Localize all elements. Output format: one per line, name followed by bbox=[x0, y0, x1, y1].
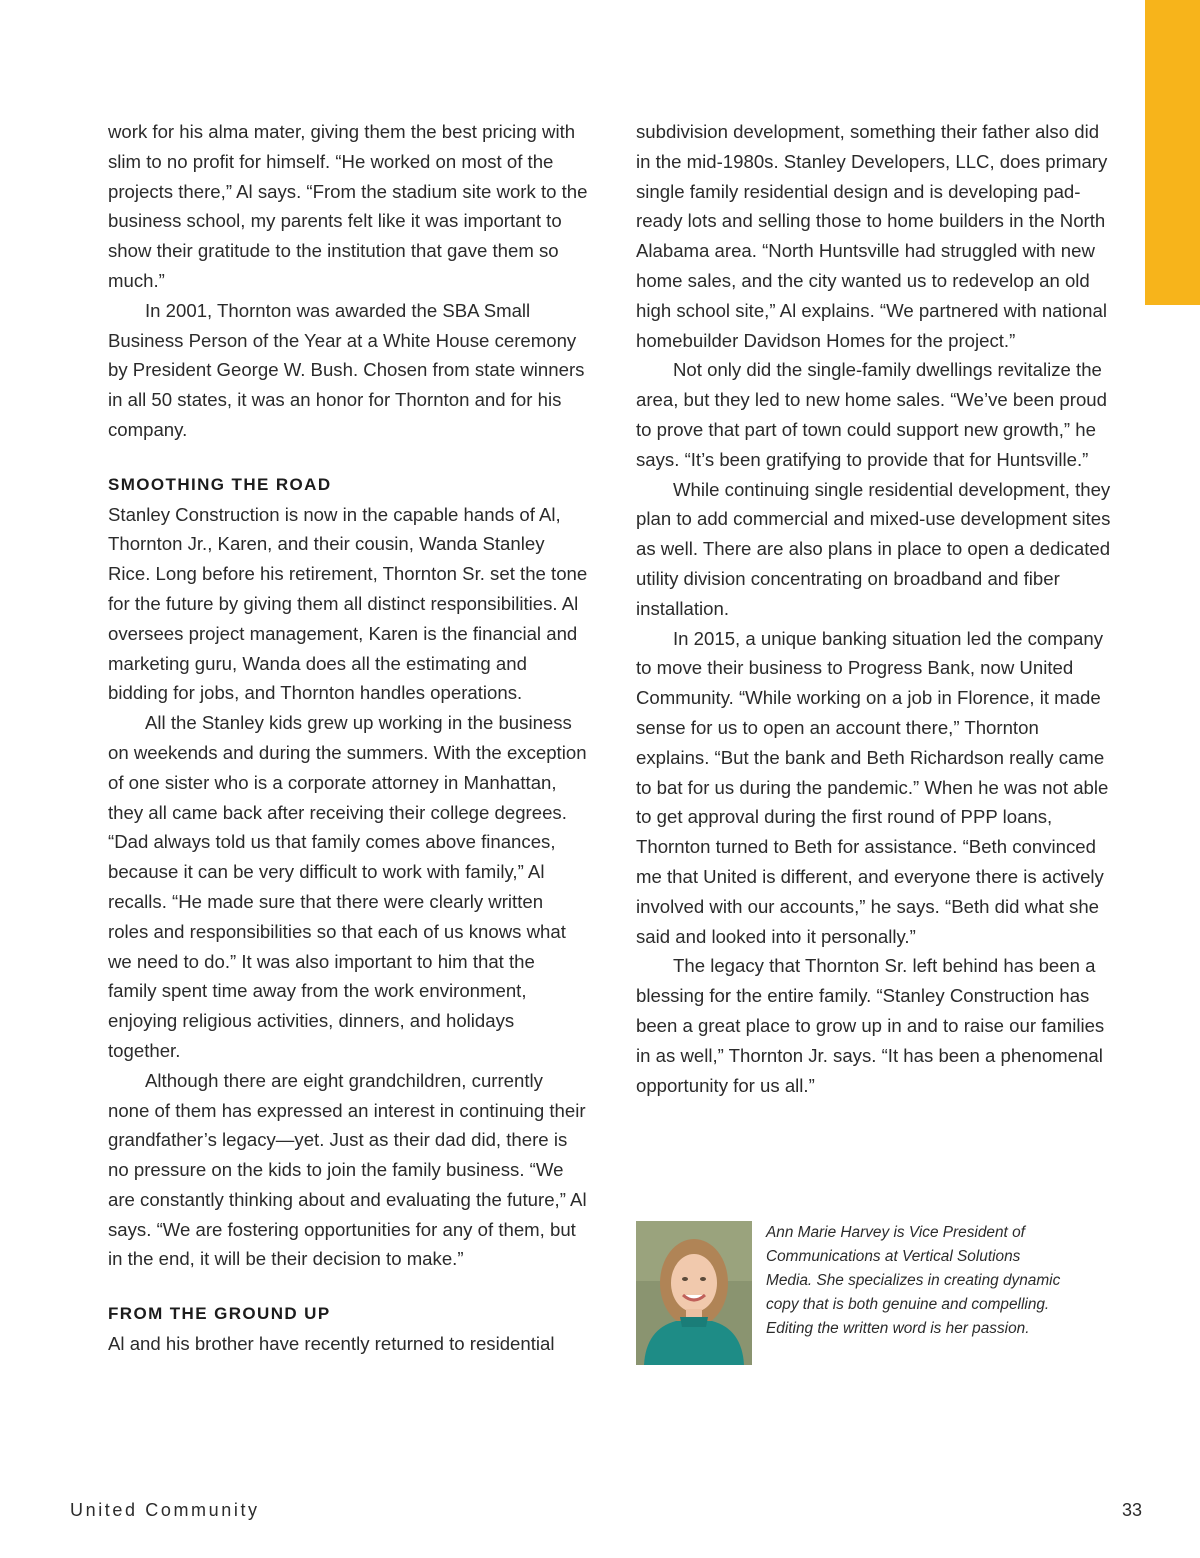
page-number: 33 bbox=[1121, 1500, 1142, 1520]
paragraph: Not only did the single-family dwellings revitalize the area, but they led to new home sales. “We’ve been proud to prove that part of town could support new growth,” he says. “It’s been gratifying to provide that for Huntsville.” bbox=[636, 359, 1107, 470]
section-heading: FROM THE GROUND UP bbox=[108, 1304, 331, 1324]
paragraph: subdivision development, something their father also did in the mid-1980s. Stanley Developers, LLC, does primary single family residential design and is developing pad-ready lots and selling those to home builders in the North Alabama area. “North Huntsville had struggled with new home sales, and the city wanted us to redevelop an old high school site,” Al explains. “We partnered with national homebuilder Davidson Homes for the project.” bbox=[636, 121, 1108, 351]
footer-brand: United Community bbox=[70, 1500, 260, 1520]
author-photo bbox=[636, 1221, 752, 1365]
section-heading: SMOOTHING THE ROAD bbox=[108, 474, 332, 494]
author-bio bbox=[636, 1221, 1116, 1366]
paragraph: While continuing single residential development, they plan to add commercial and mixed-use development sites as well. There are also plans in place to open a dedicated utility division concentrating on broadband and fiber installation. bbox=[636, 478, 1111, 619]
author-bio-text: Ann Marie Harvey is Vice President of Communications at Vertical Solutions Media. She specializes in creating dynamic copy that is both genuine and compelling. Editing the written word is her passion. bbox=[766, 1224, 1061, 1337]
paragraph: work for his alma mater, giving them the best pricing with slim to no profit for himself. “He worked on most of the projects there,” Al says. “From the stadium site work to the business school, my parents felt like it was important to show their gratitude to the institution that gave them so much.” bbox=[108, 121, 588, 291]
left-column bbox=[108, 117, 588, 1359]
paragraph: Although there are eight grandchildren, currently none of them has expressed an interest in continuing their grandfather’s legacy—yet. Just as their dad did, there is no pressure on the kids to join the family business. “We are constantly thinking about and evaluating the future,” Al says. “We are fostering opportunities for any of them, but in the end, it will be their decision to make.” bbox=[108, 1069, 587, 1270]
paragraph: The legacy that Thornton Sr. left behind has been a blessing for the entire family. “Stanley Construction has been a great place to grow up in and to raise our families in as well,” Thornton Jr. says. “It has been a phenomenal opportunity for us all.” bbox=[636, 955, 1105, 1096]
accent-bar bbox=[1145, 0, 1200, 305]
paragraph: In 2015, a unique banking situation led the company to move their business to Progress Bank, now United Community. “While working on a job in Florence, it made sense for us to open an account there,” Thornton explains. “But the bank and Beth Richardson really came to bat for us during the pandemic.” When he was not able to get approval during the first round of PPP loans, Thornton turned to Beth for assistance. “Beth convinced me that United is different, and everyone there is actively involved with our accounts,” he says. “Beth did what she said and looked into it personally.” bbox=[636, 627, 1109, 947]
paragraph: Al and his brother have recently returned to residential bbox=[108, 1333, 555, 1355]
paragraph: All the Stanley kids grew up working in the business on weekends and during the summers. With the exception of one sister who is a corporate attorney in Manhattan, they all came back after receiving their college degrees. “Dad always told us that family comes above finances, because it can be very difficult to work with family,” Al recalls. “He made sure that there were clearly written roles and responsibilities so that each of us knows what we need to do.” It was also important to him that the family spent time away from the work environment, enjoying religious activities, dinners, and holidays together. bbox=[108, 712, 587, 1061]
paragraph: Stanley Construction is now in the capable hands of Al, Thornton Jr., Karen, and their cousin, Wanda Stanley Rice. Long before his retirement, Thornton Sr. set the tone for the future by giving them all distinct responsibilities. Al oversees project management, Karen is the financial and marketing guru, Wanda does all the estimating and bidding for jobs, and Thornton handles operations. bbox=[108, 503, 588, 704]
paragraph: In 2001, Thornton was awarded the SBA Small Business Person of the Year at a White House ceremony by President George W. Bush. Chosen from state winners in all 50 states, it was an honor for Thornton and for his company. bbox=[108, 299, 585, 440]
right-column bbox=[636, 117, 1116, 1100]
